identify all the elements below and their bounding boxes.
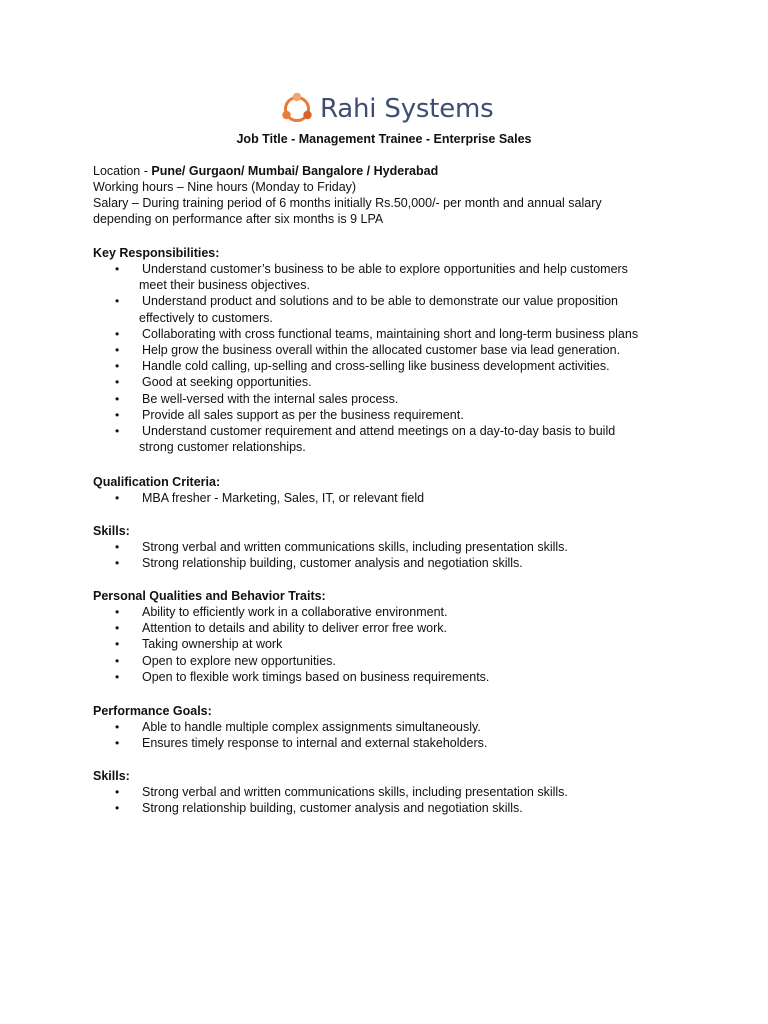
list-item: • Open to flexible work timings based on business requirements. (115, 669, 490, 684)
bullet-icon: • (115, 359, 120, 374)
skills-section-2 (93, 768, 693, 816)
bullet-icon: • (115, 736, 120, 751)
section-heading: Skills: (93, 769, 130, 783)
list-item: • Strong verbal and written communications skills, including presentation skills. (115, 785, 568, 799)
location-label: Location - (93, 164, 152, 178)
list-item: • Attention to details and ability to deliver error free work. (115, 621, 448, 636)
list-item: • Handle cold calling, up-selling and cross-selling like business development activities. (115, 359, 610, 374)
bullet-icon: • (115, 343, 120, 358)
bullet-icon: • (115, 294, 120, 309)
bullet-icon: • (115, 556, 120, 571)
salary-line-1: Salary – During training period of 6 months initially Rs.50,000/- per month and annual salary (93, 196, 602, 210)
salary-line-2: depending on performance after six months is 9 LPA (93, 212, 384, 226)
list-item: • Strong relationship building, customer analysis and negotiation skills. (115, 556, 523, 571)
skills-list (93, 539, 693, 571)
job-title: Job Title - Management Trainee - Enterprise Sales (236, 132, 532, 146)
personal-qualities-list (93, 604, 693, 685)
section-heading: Key Responsibilities: (93, 246, 220, 260)
bullet-icon: • (115, 262, 120, 276)
working-hours: Working hours – Nine hours (Monday to Friday) (93, 180, 357, 194)
location-line (93, 163, 693, 179)
bullet-icon: • (115, 785, 120, 799)
skills-list-2 (93, 784, 693, 816)
bullet-icon: • (115, 540, 120, 554)
section-heading: Qualification Criteria: (93, 475, 221, 489)
skills-section (93, 523, 693, 571)
personal-qualities-section (93, 588, 693, 685)
company-name: Rahi Systems (320, 94, 494, 124)
list-item: • Ensures timely response to internal and external stakeholders. (115, 736, 488, 751)
bullet-icon: • (115, 720, 120, 734)
list-item: • Strong verbal and written communications skills, including presentation skills. (115, 540, 568, 554)
list-item: • Understand product and solutions and to be able to demonstrate our value proposition effectively to customers. (115, 294, 619, 325)
bullet-icon: • (115, 605, 120, 619)
performance-goals-section (93, 703, 693, 751)
location-value: Pune/ Gurgaon/ Mumbai/ Bangalore / Hyderabad (151, 164, 439, 178)
bullet-icon: • (115, 637, 120, 652)
list-item: • Understand customer’s business to be able to explore opportunities and help customers meet their business objectives. (115, 262, 628, 293)
bullet-icon: • (115, 424, 120, 439)
section-heading: Performance Goals: (93, 704, 212, 718)
bullet-icon: • (115, 375, 120, 390)
company-logo (280, 92, 494, 126)
list-item: • Help grow the business overall within the allocated customer base via lead generation. (115, 343, 621, 358)
bullet-icon: • (115, 491, 120, 505)
list-item: • Be well-versed with the internal sales process. (115, 391, 399, 406)
qualification-section (93, 474, 693, 506)
bullet-icon: • (115, 391, 120, 406)
list-item: • Good at seeking opportunities. (115, 375, 312, 390)
section-heading: Skills: (93, 524, 130, 538)
performance-goals-list (93, 719, 693, 751)
section-heading: Personal Qualities and Behavior Traits: (93, 589, 326, 603)
list-item: • Collaborating with cross functional teams, maintaining short and long-term business plans (115, 326, 639, 341)
list-item: • Open to explore new opportunities. (115, 653, 336, 668)
list-item: • Understand customer requirement and attend meetings on a day-to-day basis to build strong customer relationships. (115, 424, 616, 455)
list-item: • Strong relationship building, customer analysis and negotiation skills. (115, 801, 523, 816)
bullet-icon: • (115, 801, 120, 816)
list-item: • MBA fresher - Marketing, Sales, IT, or relevant field (115, 491, 425, 505)
rahi-dots-logo-icon (280, 92, 314, 126)
key-responsibilities-list (93, 261, 693, 455)
bullet-icon: • (115, 326, 120, 341)
bullet-icon: • (115, 407, 120, 422)
key-responsibilities-section (93, 245, 693, 455)
list-item: • Provide all sales support as per the business requirement. (115, 407, 464, 422)
bullet-icon: • (115, 621, 120, 636)
list-item: • Ability to efficiently work in a collaborative environment. (115, 605, 448, 619)
bullet-icon: • (115, 669, 120, 684)
job-summary (93, 163, 693, 227)
list-item: • Taking ownership at work (115, 637, 283, 652)
bullet-icon: • (115, 653, 120, 668)
qualification-list (93, 490, 693, 506)
list-item: • Able to handle multiple complex assignments simultaneously. (115, 720, 481, 734)
